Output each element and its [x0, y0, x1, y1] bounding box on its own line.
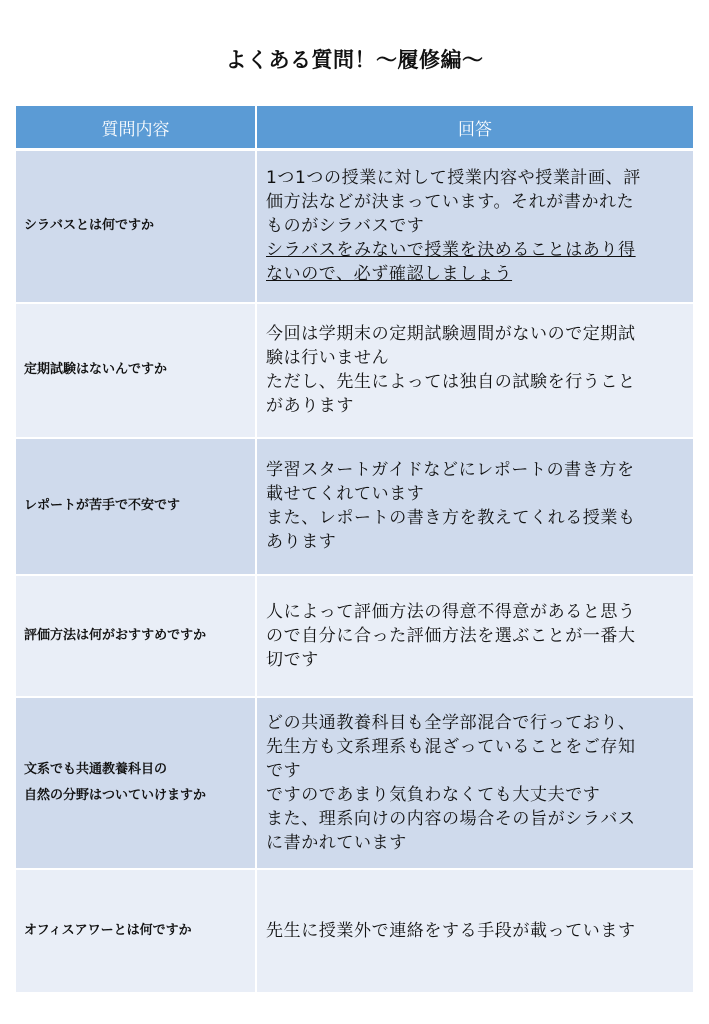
question-cell	[16, 575, 256, 697]
table-row	[16, 869, 693, 993]
answer-text: どの共通教養科目も全学部混合で行っており、	[266, 712, 636, 733]
column-header-question: 質問内容	[16, 106, 256, 150]
answer-text: 学習スタートガイドなどにレポートの書き方を	[266, 460, 635, 480]
answer-text-underlined: シラバスをみないで授業を決めることはあり得	[266, 240, 636, 261]
table-row	[16, 303, 693, 438]
answer-text: 載せてくれています	[266, 484, 425, 504]
answer-text: あります	[266, 532, 337, 552]
question-text: レポートが苦手で不安です	[24, 498, 181, 513]
table-row	[16, 438, 693, 575]
answer-text: 今回は学期末の定期試験週間がないので定期試	[266, 324, 636, 344]
answer-cell	[256, 869, 693, 993]
question-text: 評価方法は何がおすすめですか	[24, 627, 207, 643]
column-header-answer: 回答	[256, 106, 693, 150]
table-header-row	[16, 106, 693, 150]
question-text: 定期試験はないんですか	[24, 362, 168, 377]
answer-text: また、理系向けの内容の場合その旨がシラバス	[266, 808, 636, 829]
faq-table	[16, 106, 693, 994]
answer-text: また、レポートの書き方を教えてくれる授業も	[266, 508, 636, 528]
question-text: オフィスアワーとは何ですか	[24, 922, 192, 938]
answer-text: ので自分に合った評価方法を選ぶことが一番大	[266, 625, 636, 646]
answer-text: 価方法などが決まっています。それが書かれた	[266, 192, 635, 213]
answer-text: 1つ1つの授業に対して授業内容や授業計画、評	[266, 168, 641, 189]
table-row	[16, 575, 693, 697]
answer-text: です	[266, 760, 302, 781]
question-cell	[16, 438, 256, 575]
answer-text: に書かれています	[266, 832, 407, 853]
answer-text: 先生に授業外で連絡をする手段が載っています	[266, 920, 636, 941]
question-cell	[16, 869, 256, 993]
question-text: 文系でも共通教養科目の	[24, 761, 168, 777]
answer-cell	[256, 438, 693, 575]
answer-text-underlined: ないので、必ず確認しましょう	[266, 264, 513, 285]
answer-cell	[256, 697, 693, 869]
answer-text: ものがシラバスです	[266, 216, 425, 237]
page-title: よくある質問！～履修編～	[225, 48, 484, 72]
answer-text: ただし、先生によっては独自の試験を行うこと	[266, 372, 636, 392]
answer-text: 人によって評価方法の得意不得意があると思う	[266, 601, 636, 622]
answer-text: ですのであまり気負わなくても大丈夫です	[266, 784, 601, 805]
question-cell	[16, 697, 256, 869]
table-row	[16, 697, 693, 869]
question-text: シラバスとは何ですか	[24, 218, 155, 234]
question-text: 自然の分野はついていけますか	[24, 787, 207, 803]
answer-text: 験は行いません	[266, 348, 390, 368]
answer-cell	[256, 150, 693, 303]
question-cell	[16, 303, 256, 438]
answer-text: があります	[266, 396, 354, 416]
answer-text: 切です	[266, 649, 319, 670]
answer-text: 先生方も文系理系も混ざっていることをご存知	[266, 736, 636, 757]
answer-cell	[256, 303, 693, 438]
table-row	[16, 150, 693, 303]
question-cell	[16, 150, 256, 303]
answer-cell	[256, 575, 693, 697]
